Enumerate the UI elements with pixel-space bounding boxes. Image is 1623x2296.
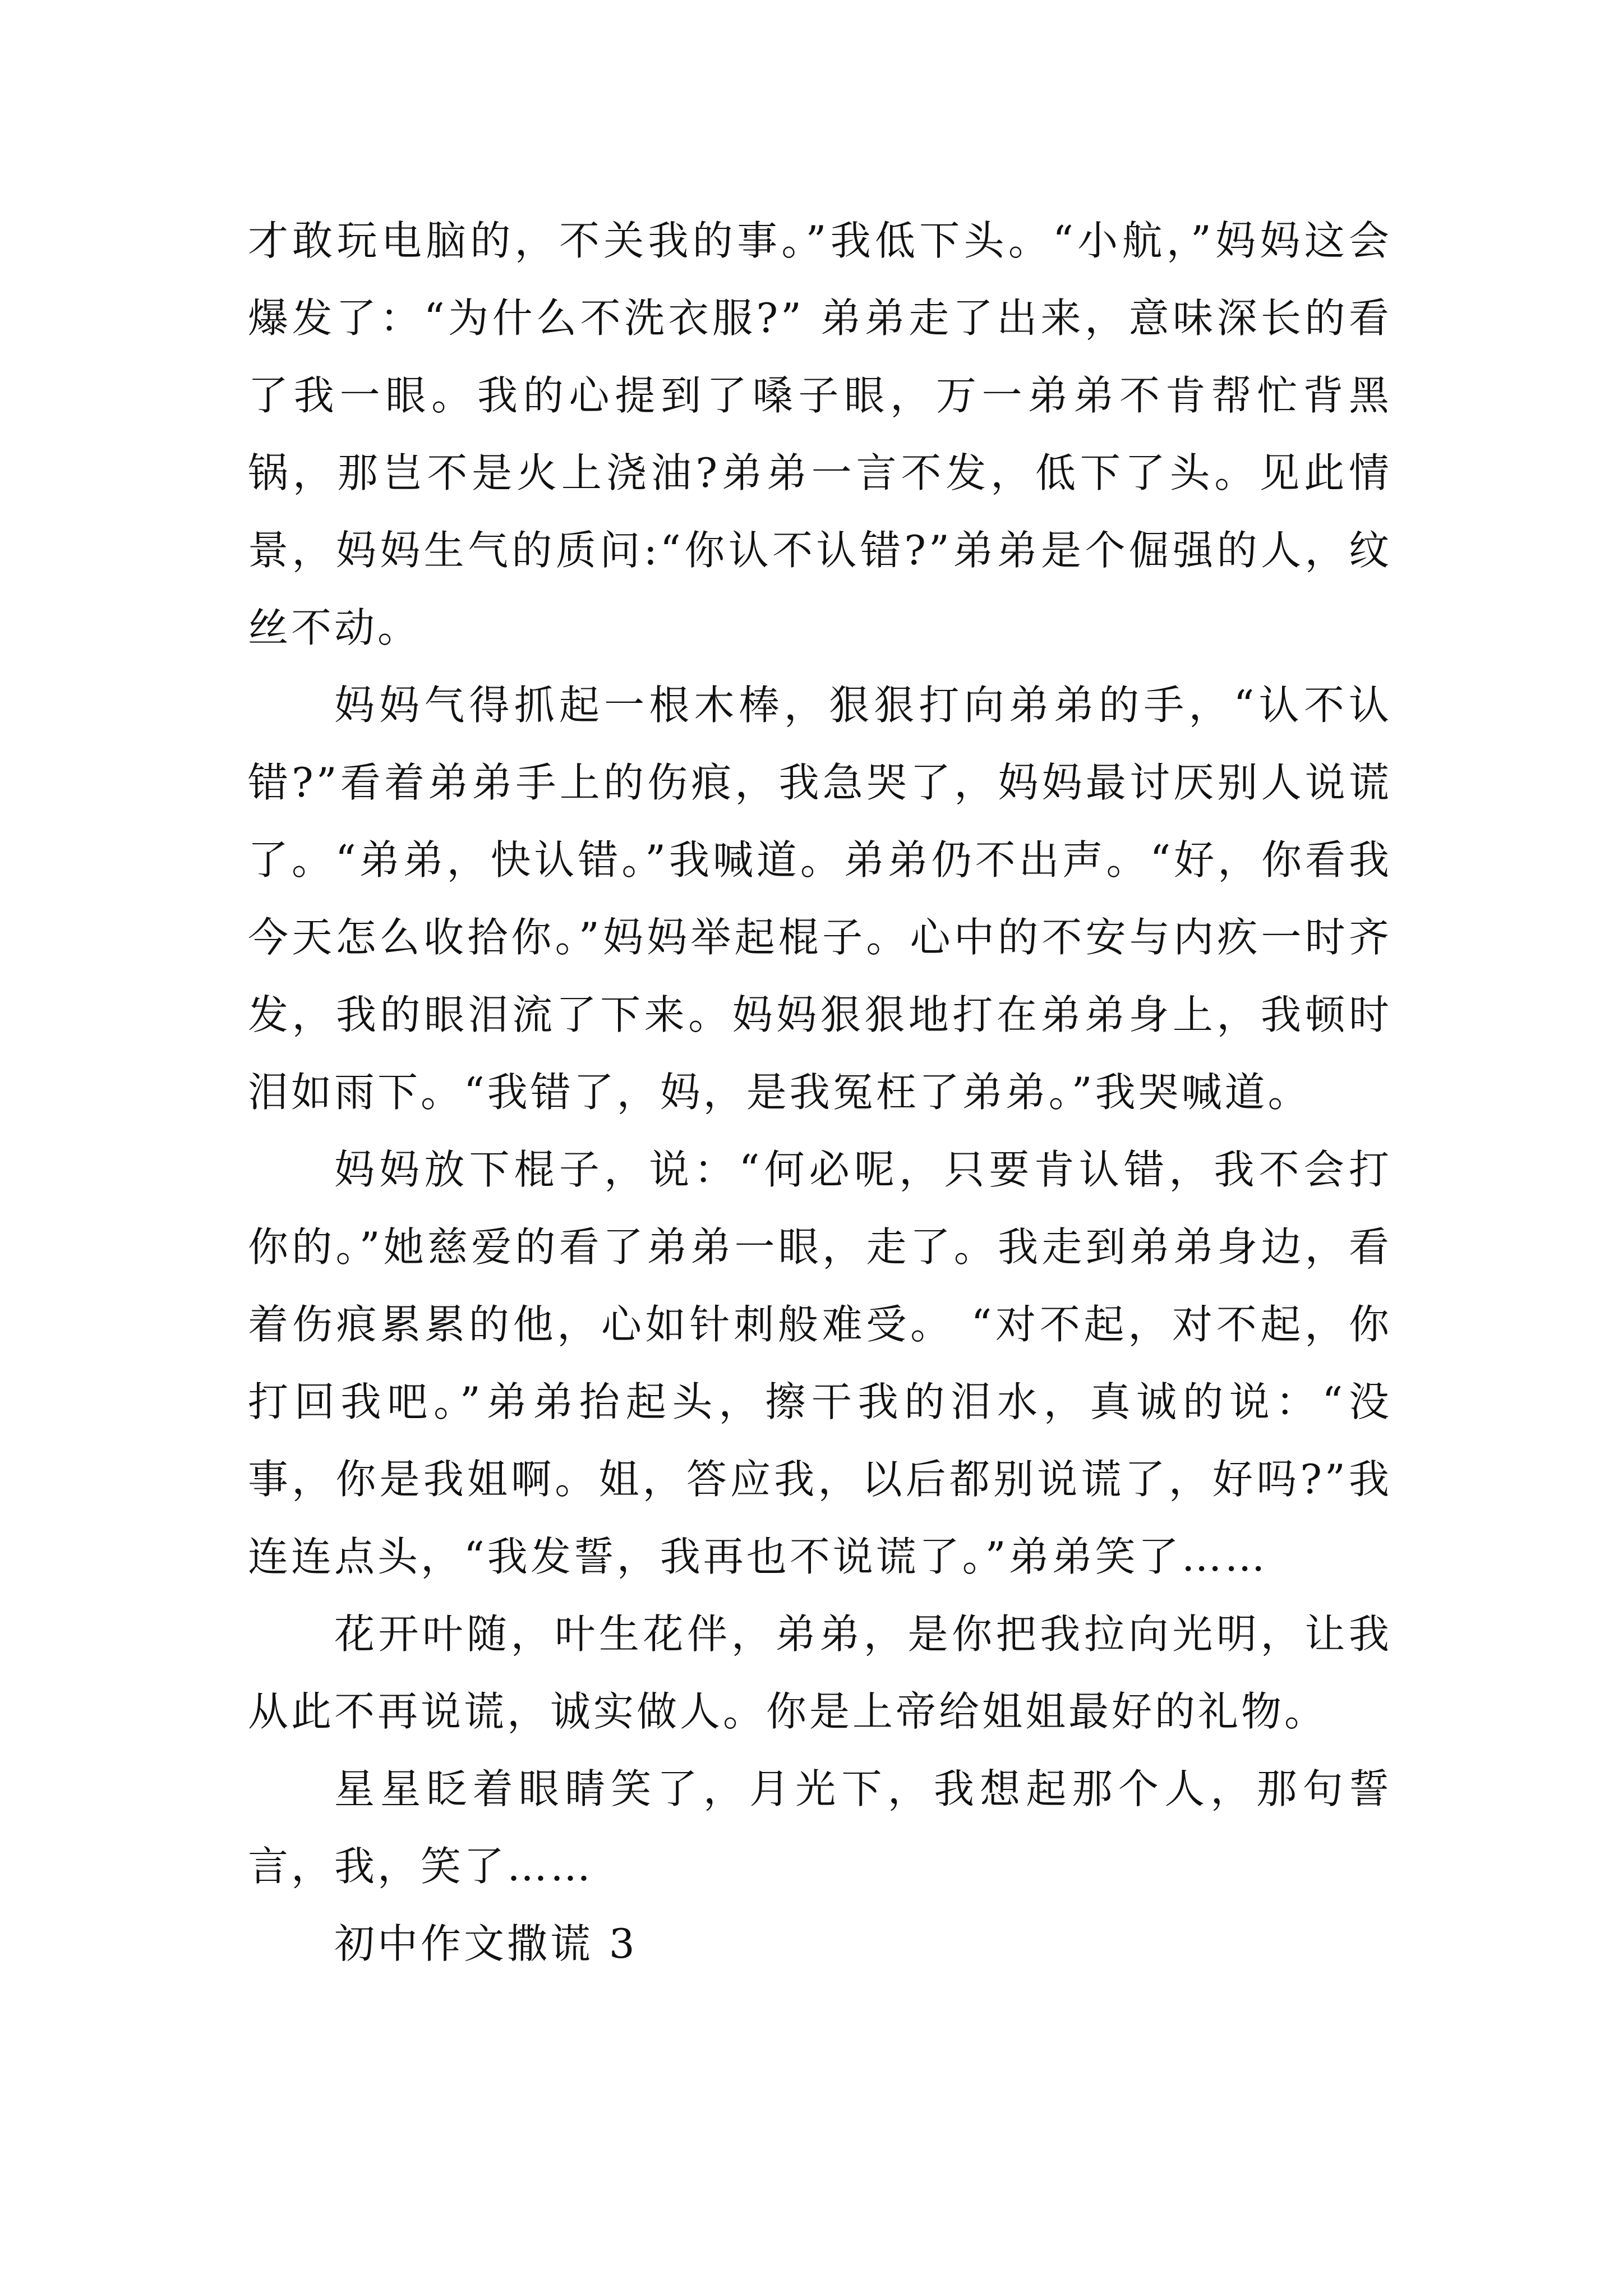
- paragraph-beating: 妈妈气得抓起一根木棒，狠狠打向弟弟的手，“认不认错?”看着弟弟手上的伤痕，我急哭了，妈妈最讨厌别人说谎了。“弟弟，快认错。”我喊道。弟弟仍不出声。“好，你看我今天怎么收拾你。”妈妈举起棍子。心中的不安与内疚一时齐发，我的眼泪流了下来。妈妈狠狠地打在弟弟身上，我顿时泪如雨下。“我错了，妈，是我冤枉了弟弟。”我哭喊道。: [248, 682, 1392, 1116]
- paragraph-continued: 才敢玩电脑的，不关我的事。”我低下头。“小航，”妈妈这会爆发了：“为什么不洗衣服?” 弟弟走了出来，意味深长的看了我一眼。我的心提到了嗓子眼，万一弟弟不肯帮忙背黑锅，那岂不是火上浇油?弟弟一言不发，低下了头。见此情景，妈妈生气的质问:“你认不认错?”弟弟是个倔强的人，纹丝不动。: [248, 217, 1392, 651]
- paragraph-apology: 妈妈放下棍子，说：“何必呢，只要肯认错，我不会打你的。”她慈爱的看了弟弟一眼，走了。我走到弟弟身边，看着伤痕累累的他，心如针刺般难受。 “对不起，对不起，你打回我吧。”弟弟抬起头，擦干我的泪水，真诚的说：“没事，你是我姐啊。姐，答应我，以后都别说谎了，好吗?”我连连点头，“我发誓，我再也不说谎了。”弟弟笑了……: [248, 1146, 1392, 1580]
- paragraph-reflection: 花开叶随，叶生花伴，弟弟，是你把我拉向光明，让我从此不再说谎，诚实做人。你是上帝给姐姐最好的礼物。: [248, 1611, 1392, 1735]
- paragraph-ending: 星星眨着眼睛笑了，月光下，我想起那个人，那句誓言，我，笑了……: [248, 1765, 1392, 1890]
- essay-body: [248, 202, 1392, 1982]
- next-essay-heading: 初中作文撒谎 3: [334, 1920, 638, 1967]
